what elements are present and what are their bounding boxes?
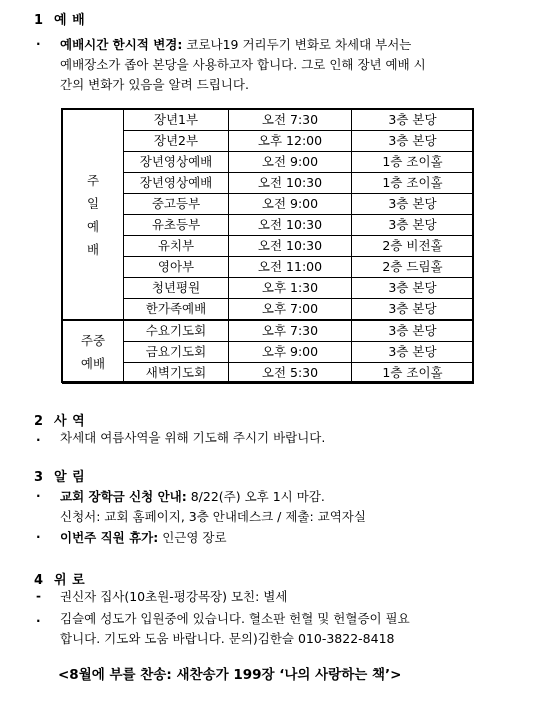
service-time: 오후 9:00 xyxy=(229,342,352,363)
service-place: 3층 본당 xyxy=(352,131,474,152)
service-name: 장년2부 xyxy=(124,131,229,152)
table-row xyxy=(63,152,474,173)
section-number: 3 xyxy=(34,470,44,485)
table-row xyxy=(63,215,474,236)
table-row xyxy=(63,257,474,278)
service-place: 3층 본당 xyxy=(352,194,474,215)
section-title: 예 배 xyxy=(54,13,86,28)
notice-text-3: 간의 변화가 있음을 알려 드립니다. xyxy=(60,77,249,92)
scholarship-notice xyxy=(60,487,516,527)
service-name: 수요기도회 xyxy=(124,320,229,342)
table-row xyxy=(63,131,474,152)
service-name: 청년평원 xyxy=(124,278,229,299)
group-label-char: 주 xyxy=(86,172,100,188)
service-name: 새벽기도회 xyxy=(124,363,229,384)
group-label-char: 주중 xyxy=(80,333,106,348)
worship-schedule-table xyxy=(62,109,474,384)
table-row xyxy=(63,236,474,257)
service-time: 오전 10:30 xyxy=(229,236,352,257)
table-row xyxy=(63,299,474,321)
vacation-label: 이번주 직원 휴가: xyxy=(60,530,159,545)
table-row xyxy=(63,342,474,363)
service-name: 장년1부 xyxy=(124,110,229,131)
table-row xyxy=(63,363,474,384)
table-row xyxy=(63,278,474,299)
scholarship-text: 8/22(주) 오후 1시 마감. xyxy=(186,489,325,504)
table-row xyxy=(63,173,474,194)
service-name: 장년영상예배 xyxy=(124,152,229,173)
section-4-heading xyxy=(34,569,85,588)
bullet-mark: . xyxy=(36,430,41,444)
hospital-line2: 합니다. 기도와 도움 바랍니다. 문의)김한슬 010-3822-8418 xyxy=(60,631,395,646)
service-place: 1층 조이홀 xyxy=(352,173,474,194)
service-name: 장년영상예배 xyxy=(124,173,229,194)
service-place: 2층 비전홀 xyxy=(352,236,474,257)
scholarship-label: 교회 장학금 신청 안내: xyxy=(60,489,187,504)
table-row xyxy=(63,194,474,215)
section-title: 알 림 xyxy=(54,470,86,485)
service-name: 영아부 xyxy=(124,257,229,278)
section-2-heading xyxy=(34,410,85,429)
service-time: 오후 7:00 xyxy=(229,299,352,321)
vacation-text: 인근영 장로 xyxy=(158,530,227,545)
service-time: 오전 7:30 xyxy=(229,110,352,131)
service-place: 1층 조이홀 xyxy=(352,152,474,173)
service-time: 오전 9:00 xyxy=(229,152,352,173)
section-3-heading xyxy=(34,466,85,485)
service-time: 오전 5:30 xyxy=(229,363,352,384)
service-time: 오전 10:30 xyxy=(229,215,352,236)
service-place: 3층 본당 xyxy=(352,278,474,299)
section-1-heading xyxy=(34,9,85,28)
service-name: 유초등부 xyxy=(124,215,229,236)
bullet-mark: · xyxy=(36,530,41,544)
hospital-line1: 김슬예 성도가 입원중에 있습니다. 혈소판 헌혈 및 헌혈증이 필요 xyxy=(60,611,410,626)
table-row xyxy=(63,110,474,131)
service-time: 오전 10:30 xyxy=(229,173,352,194)
group-label-char: 예 xyxy=(86,218,100,234)
service-name: 중고등부 xyxy=(124,194,229,215)
section-number: 2 xyxy=(34,414,44,429)
service-place: 1층 조이홀 xyxy=(352,363,474,384)
service-time: 오후 1:30 xyxy=(229,278,352,299)
service-place: 2층 드림홀 xyxy=(352,257,474,278)
section-number: 4 xyxy=(34,573,44,588)
service-place: 3층 본당 xyxy=(352,320,474,342)
notice-text-2: 예배장소가 좁아 본당을 사용하고자 합니다. 그로 인해 장년 예배 시 xyxy=(60,57,426,72)
service-time: 오후 12:00 xyxy=(229,131,352,152)
bullet-mark: · xyxy=(36,37,41,51)
staff-vacation-notice xyxy=(60,528,516,548)
scholarship-line2: 신청서: 교회 홈페이지, 3층 안내데스크 / 제출: 교역자실 xyxy=(60,509,366,524)
service-name: 한가족예배 xyxy=(124,299,229,321)
section-title: 사 역 xyxy=(54,414,86,429)
condolence-item: 권신자 집사(10초원-평강목장) 모친: 별세 xyxy=(60,589,288,604)
service-time: 오전 11:00 xyxy=(229,257,352,278)
group-label-char: 배 xyxy=(86,241,100,257)
notice-text-1: 코로나19 거리두기 변화로 차세대 부서는 xyxy=(182,37,412,52)
bullet-mark: . xyxy=(36,611,41,625)
table-row xyxy=(63,320,474,342)
service-place: 3층 본당 xyxy=(352,299,474,321)
sunday-worship-group xyxy=(63,110,124,321)
monthly-hymn: <8월에 부를 찬송: 새찬송가 199장 ‘나의 사랑하는 책’> xyxy=(58,667,402,683)
weekday-worship-group xyxy=(63,320,124,384)
bullet-mark: · xyxy=(36,489,41,503)
ministry-item: 차세대 여름사역을 위해 기도해 주시기 바랍니다. xyxy=(60,430,326,445)
service-name: 금요기도회 xyxy=(124,342,229,363)
service-place: 3층 본당 xyxy=(352,110,474,131)
service-name: 유치부 xyxy=(124,236,229,257)
section-number: 1 xyxy=(34,13,44,28)
group-label-char: 일 xyxy=(86,195,100,211)
service-time: 오전 9:00 xyxy=(229,194,352,215)
service-place: 3층 본당 xyxy=(352,342,474,363)
service-place: 3층 본당 xyxy=(352,215,474,236)
group-label-char: 예배 xyxy=(80,356,106,371)
notice-label: 예배시간 한시적 변경: xyxy=(60,37,183,52)
worship-change-notice xyxy=(60,35,516,95)
hospital-item xyxy=(60,609,516,649)
section-title: 위 로 xyxy=(54,573,86,588)
service-time: 오후 7:30 xyxy=(229,320,352,342)
bullet-mark: - xyxy=(36,589,41,603)
